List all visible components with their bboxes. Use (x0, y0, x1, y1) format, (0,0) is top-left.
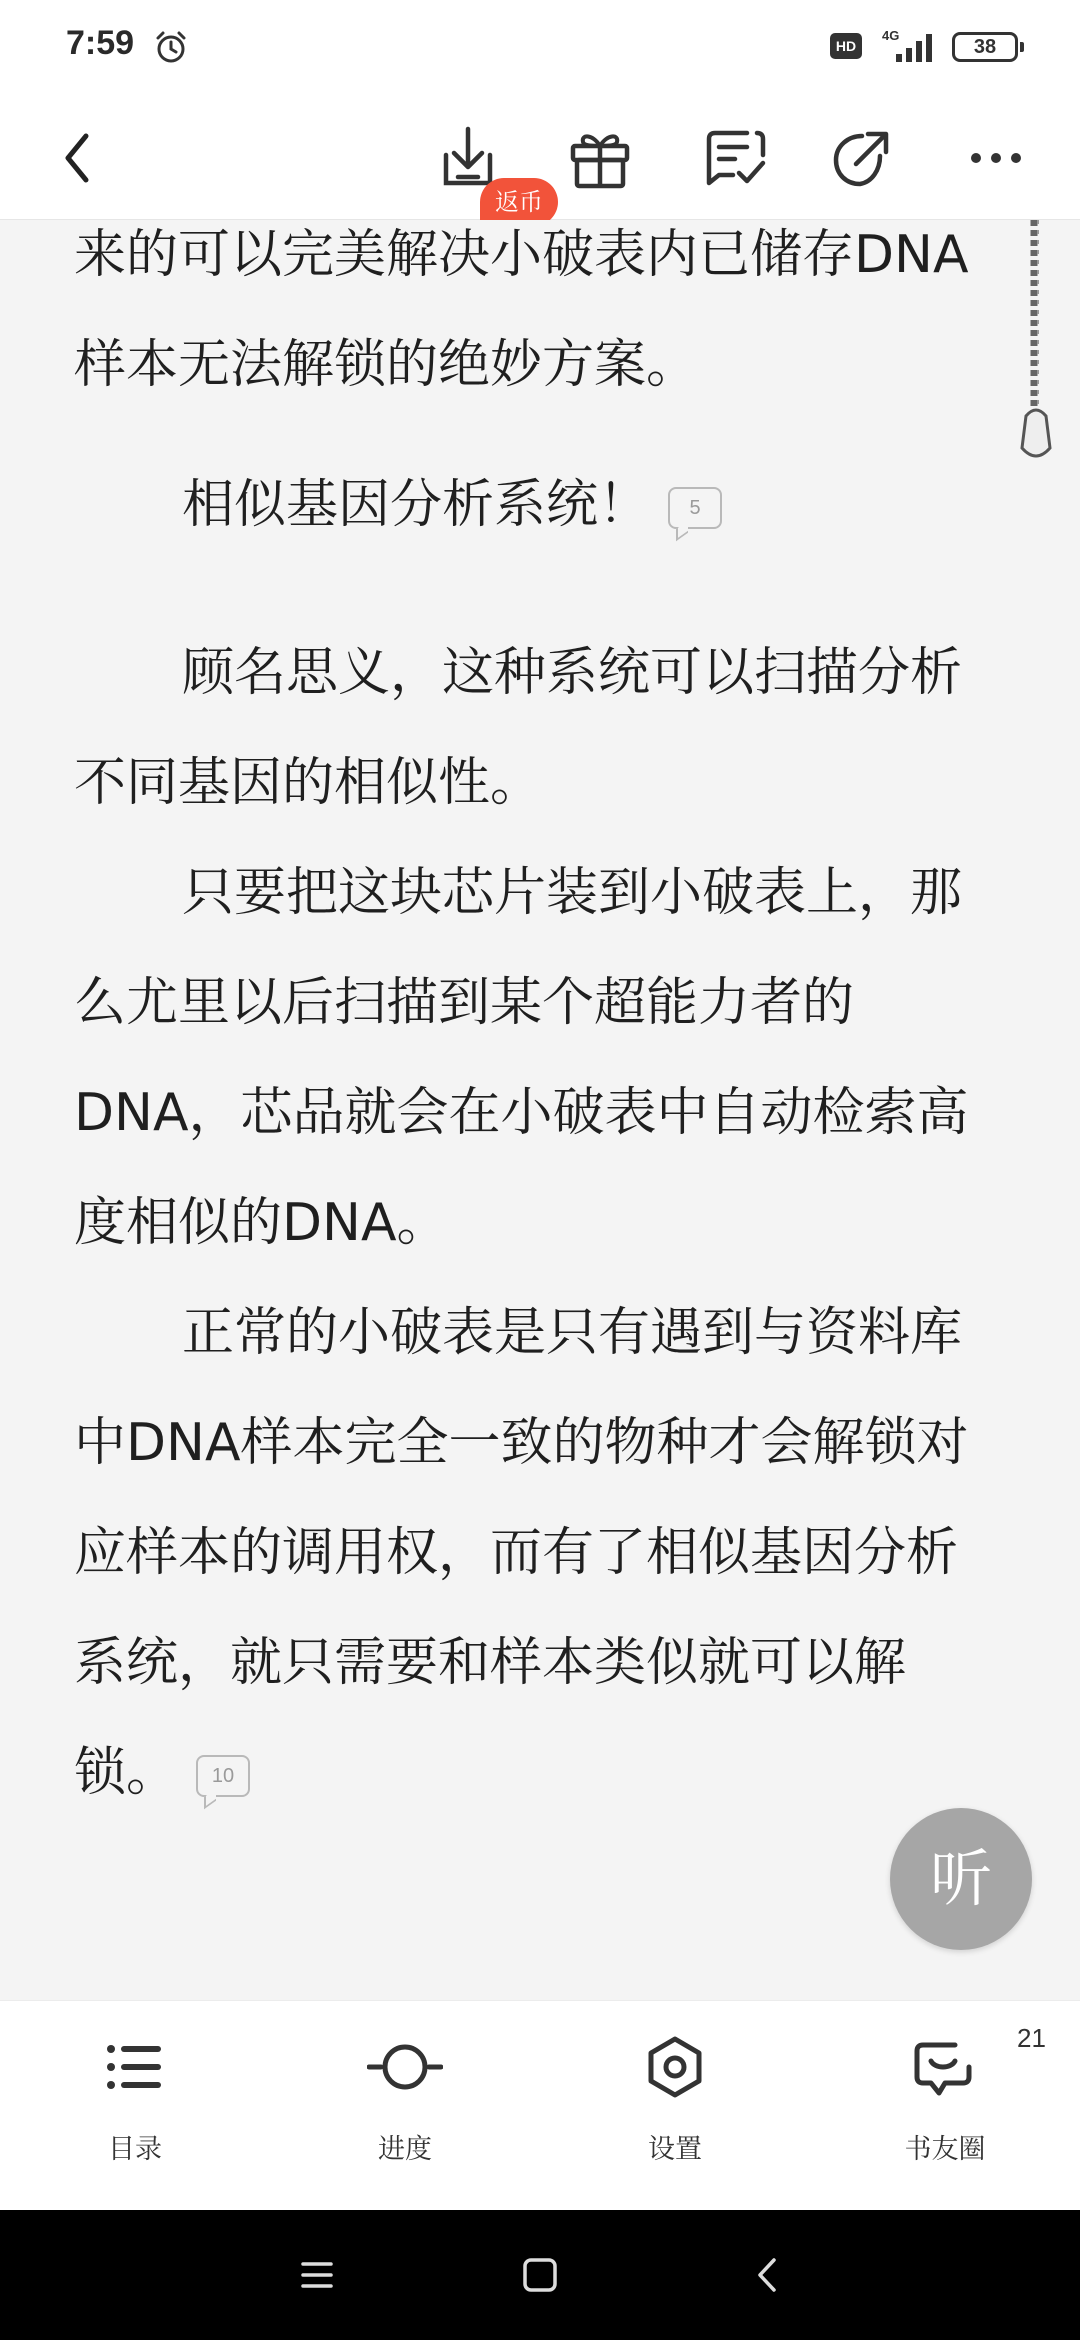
progress-icon (367, 2039, 443, 2095)
pull-rope-handle[interactable] (1012, 220, 1062, 474)
more-options-button[interactable] (948, 110, 1044, 206)
list-icon (105, 2042, 165, 2092)
reading-content[interactable] (0, 220, 1080, 2000)
book-circle-chat-icon (913, 2037, 977, 2097)
gift-icon (567, 126, 633, 190)
network-type: 4G (882, 28, 900, 43)
more-dots-icon (968, 150, 1024, 166)
home-square-icon (522, 2257, 558, 2293)
paragraph-text: 相似基因分析系统！ (182, 475, 651, 535)
menu-progress-label: 进度 (378, 2134, 432, 2165)
nav-recents-button[interactable] (282, 2240, 352, 2310)
status-time: 7:59 (66, 24, 135, 62)
menu-toc-button[interactable] (45, 2031, 225, 2191)
settings-hexagon-icon (643, 2035, 707, 2099)
menu-book-circle-label: 书友圈 (904, 2134, 986, 2165)
paragraph (74, 1278, 1008, 1828)
chapter-comment-button[interactable] (688, 110, 784, 206)
menu-settings-label: 设置 (648, 2134, 702, 2165)
paragraph-comment-count[interactable]: 10 (196, 1755, 250, 1797)
system-nav-bar (0, 2210, 1080, 2340)
coin-return-badge[interactable]: 返币 (480, 178, 558, 226)
menu-progress-button[interactable] (315, 2031, 495, 2191)
hd-badge: HD (830, 33, 862, 59)
share-button[interactable] (814, 110, 910, 206)
comment-check-icon (703, 127, 769, 189)
reader-bottom-menu (0, 2000, 1080, 2210)
book-circle-count: 21 (1017, 2023, 1046, 2053)
nav-home-button[interactable] (505, 2240, 575, 2310)
menu-settings-button[interactable] (585, 2031, 765, 2191)
back-button[interactable] (30, 110, 126, 206)
back-chevron-icon (754, 2256, 780, 2294)
listen-button[interactable]: 听 (890, 1808, 1032, 1950)
paragraph-continued: 来的可以完美解决小破表内已储存DNA样本无法解锁的绝妙方案。 (74, 225, 969, 395)
nav-back-button[interactable] (732, 2240, 802, 2310)
paragraph: 顾名思义，这种系统可以扫描分析不同基因的相似性。 (74, 643, 963, 813)
paragraph-comment-count[interactable]: 5 (668, 487, 722, 529)
battery-indicator: 38 (952, 32, 1018, 62)
share-icon (830, 126, 894, 190)
menu-book-circle-button[interactable] (855, 2023, 1046, 2191)
menu-lines-icon (299, 2260, 335, 2290)
back-arrow-icon (58, 130, 98, 186)
alarm-clock-icon (154, 30, 188, 68)
paragraph-text: 正常的小破表是只有遇到与资料库中DNA样本完全一致的物种才会解锁对应样本的调用权，而有了相似基因分析系统，就只需要和样本类似就可以解锁。 (74, 1303, 969, 1803)
signal-icon (876, 26, 940, 70)
status-bar (0, 0, 1080, 96)
paragraph: 只要把这块芯片装到小破表上，那么尤里以后扫描到某个超能力者的DNA，芯品就会在小破表中自动检索高度相似的DNA。 (74, 863, 969, 1253)
rope-icon (1012, 220, 1062, 470)
reader-toolbar (0, 96, 1080, 220)
paragraph (74, 450, 1008, 560)
gift-button[interactable] (552, 110, 648, 206)
menu-toc-label: 目录 (108, 2134, 162, 2165)
